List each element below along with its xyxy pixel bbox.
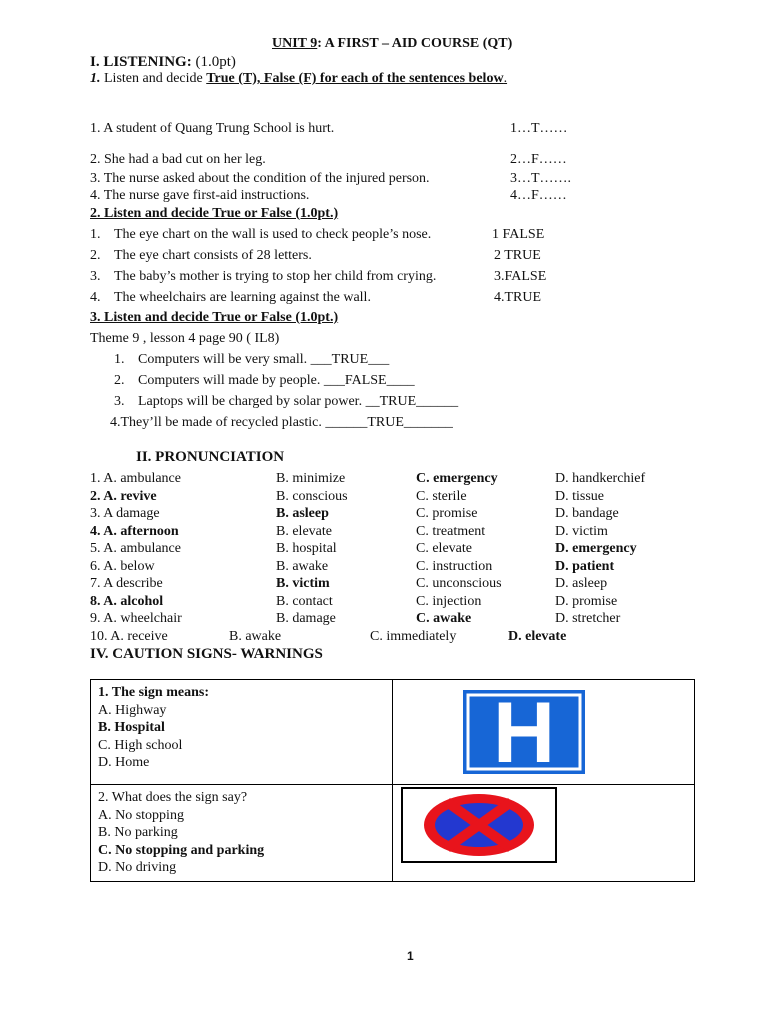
part2-item-num: 1. [90,227,101,242]
option-c: C. No stopping and parking [98,842,265,858]
option-b: B. hospital [276,541,337,556]
hospital-sign-icon [463,690,585,774]
listening-item-text: 1. A student of Quang Trung School is hurt. [90,121,335,136]
listening-item [90,188,309,204]
listening-answer [510,171,571,187]
listening-item [90,121,334,137]
listening-item-text: 2. She had a bad cut on her leg. [90,152,266,167]
listening-answer-text: 3…T……. [510,171,572,186]
part3-theme: Theme 9 , lesson 4 page 90 ( IL8) [90,331,280,346]
part3-heading: 3. Listen and decide True or False (1.0pt.) [90,310,339,325]
option-a: A. Highway [98,702,167,718]
instruction-bold: True (T), False (F) for each of the sentences below [206,71,504,86]
option-a: 3. A damage [90,506,160,521]
listening-heading [90,54,236,70]
part3-item-num: 2. [114,373,125,388]
title-unit: UNIT 9 [272,36,318,51]
part2-item-num: 2. [90,248,101,263]
option-c: C. immediately [370,628,457,644]
page-title [272,36,512,52]
option-b: B. minimize [276,471,346,486]
no-stopping-sign-icon [401,787,557,863]
option-a: 2. A. revive [90,488,157,504]
listening-item-text: 3. The nurse asked about the condition of the injured person. [90,171,430,186]
option-b: B. awake [276,558,329,574]
option-d: D. promise [555,593,618,609]
part2-answer: 1 FALSE [492,227,545,242]
part3-item-text: Computers will made by people. ___FALSE____ [138,373,415,388]
option-c: C. promise [416,506,478,521]
option-b: B. victim [276,576,330,591]
sign-image-cell-2 [393,785,695,882]
option-d: D. handkerchief [555,471,646,486]
option-d: D. emergency [555,541,637,556]
option-a: A. No stopping [98,807,184,823]
question-text: 2. What does the sign say? [98,790,248,805]
part3-item-text: Laptops will be charged by solar power. __TRUE______ [138,394,459,409]
listening-answer [510,188,567,204]
part2-item-text: The eye chart consists of 28 letters. [114,248,312,263]
option-c: C. elevate [416,541,472,556]
option-d: D. bandage [555,506,619,521]
option-b: B. conscious [276,488,348,504]
option-a: 7. A describe [90,576,163,591]
instruction-end: . [503,71,508,86]
option-a: 1. A. ambulance [90,471,181,486]
listening-points: (1.0pt) [191,54,236,70]
option-d: D. victim [555,523,608,539]
option-a: 6. A. below [90,558,155,574]
option-b: B. Hospital [98,720,165,735]
part2-item-text: The baby’s mother is trying to stop her child from crying. [114,269,437,284]
part2-item-text: The wheelchairs are learning against the wall. [114,290,371,305]
part2-answer: 4.TRUE [494,290,542,305]
option-b: B. elevate [276,523,332,539]
listening-item [90,152,266,168]
title-rest: : A FIRST – AID COURSE (QT) [317,36,513,51]
option-b: B. damage [276,611,336,626]
listening-item-text: 4. The nurse gave first-aid instructions. [90,188,310,203]
sign-question-1 [91,680,393,785]
part3-item-text: Computers will be very small. ___TRUE___ [138,352,390,367]
part3-item-num: 3. [114,394,125,409]
part2-item [90,269,101,285]
caution-table [90,679,695,882]
part2-item-text: The eye chart on the wall is used to check people’s nose. [114,227,432,242]
option-c: C. treatment [416,523,486,539]
question-text: 1. The sign means: [98,685,209,700]
listening-item [90,171,430,187]
listening-answer-text: 2…F…… [510,152,567,167]
part3-item-num: 1. [114,352,125,367]
option-c: C. High school [98,737,183,753]
listening-answer-text: 1…T…… [510,121,568,136]
option-c: C. unconscious [416,576,502,591]
part2-answer: 3.FALSE [494,269,547,284]
option-a: 8. A. alcohol [90,593,164,609]
option-d: D. elevate [508,628,567,644]
part2-heading: 2. Listen and decide True or False (1.0pt.) [90,206,339,221]
caution-heading: IV. CAUTION SIGNS- WARNINGS [90,646,323,662]
listening-answer [510,121,568,137]
option-c: C. sterile [416,488,467,504]
part2-item [90,248,101,264]
part2-answer: 2 TRUE [494,248,541,263]
option-c: C. emergency [416,471,498,486]
option-c: C. injection [416,593,482,609]
option-a: 9. A. wheelchair [90,611,182,626]
listening-heading-text: I. LISTENING: [90,54,192,70]
sign-question-row [91,785,695,882]
listening-answer [510,152,567,168]
option-b: B. No parking [98,825,178,840]
option-d: D. asleep [555,576,608,591]
part2-item-num: 3. [90,269,101,284]
sign-letter: H [492,690,556,774]
option-d: D. stretcher [555,611,621,626]
option-d: D. No driving [98,860,177,875]
part3-item-text: 4.They’ll be made of recycled plastic. ______TRUE_______ [110,415,453,430]
sign-image-cell-1 [393,680,695,785]
option-d: D. tissue [555,488,604,504]
part2-item [90,290,101,306]
option-d: D. patient [555,558,615,574]
pronunciation-heading: II. PRONUNCIATION [136,449,285,465]
listening-instruction [90,71,507,87]
page-number: 1 [407,949,414,963]
option-a: 10. A. receive [90,628,168,644]
option-d: D. Home [98,755,150,770]
option-b: B. asleep [276,506,329,521]
instruction-prefix: Listen and decide [100,71,207,86]
option-c: C. awake [416,611,472,626]
instruction-number: 1. [90,71,101,86]
part2-item-num: 4. [90,290,101,305]
sign-question-row [91,680,695,785]
sign-question-2 [91,785,393,882]
option-a: 5. A. ambulance [90,541,181,556]
option-c: C. instruction [416,558,493,574]
part2-item [90,227,101,243]
option-b: B. contact [276,593,333,609]
option-a: 4. A. afternoon [90,523,179,539]
option-b: B. awake [229,628,282,644]
listening-answer-text: 4…F…… [510,188,567,203]
